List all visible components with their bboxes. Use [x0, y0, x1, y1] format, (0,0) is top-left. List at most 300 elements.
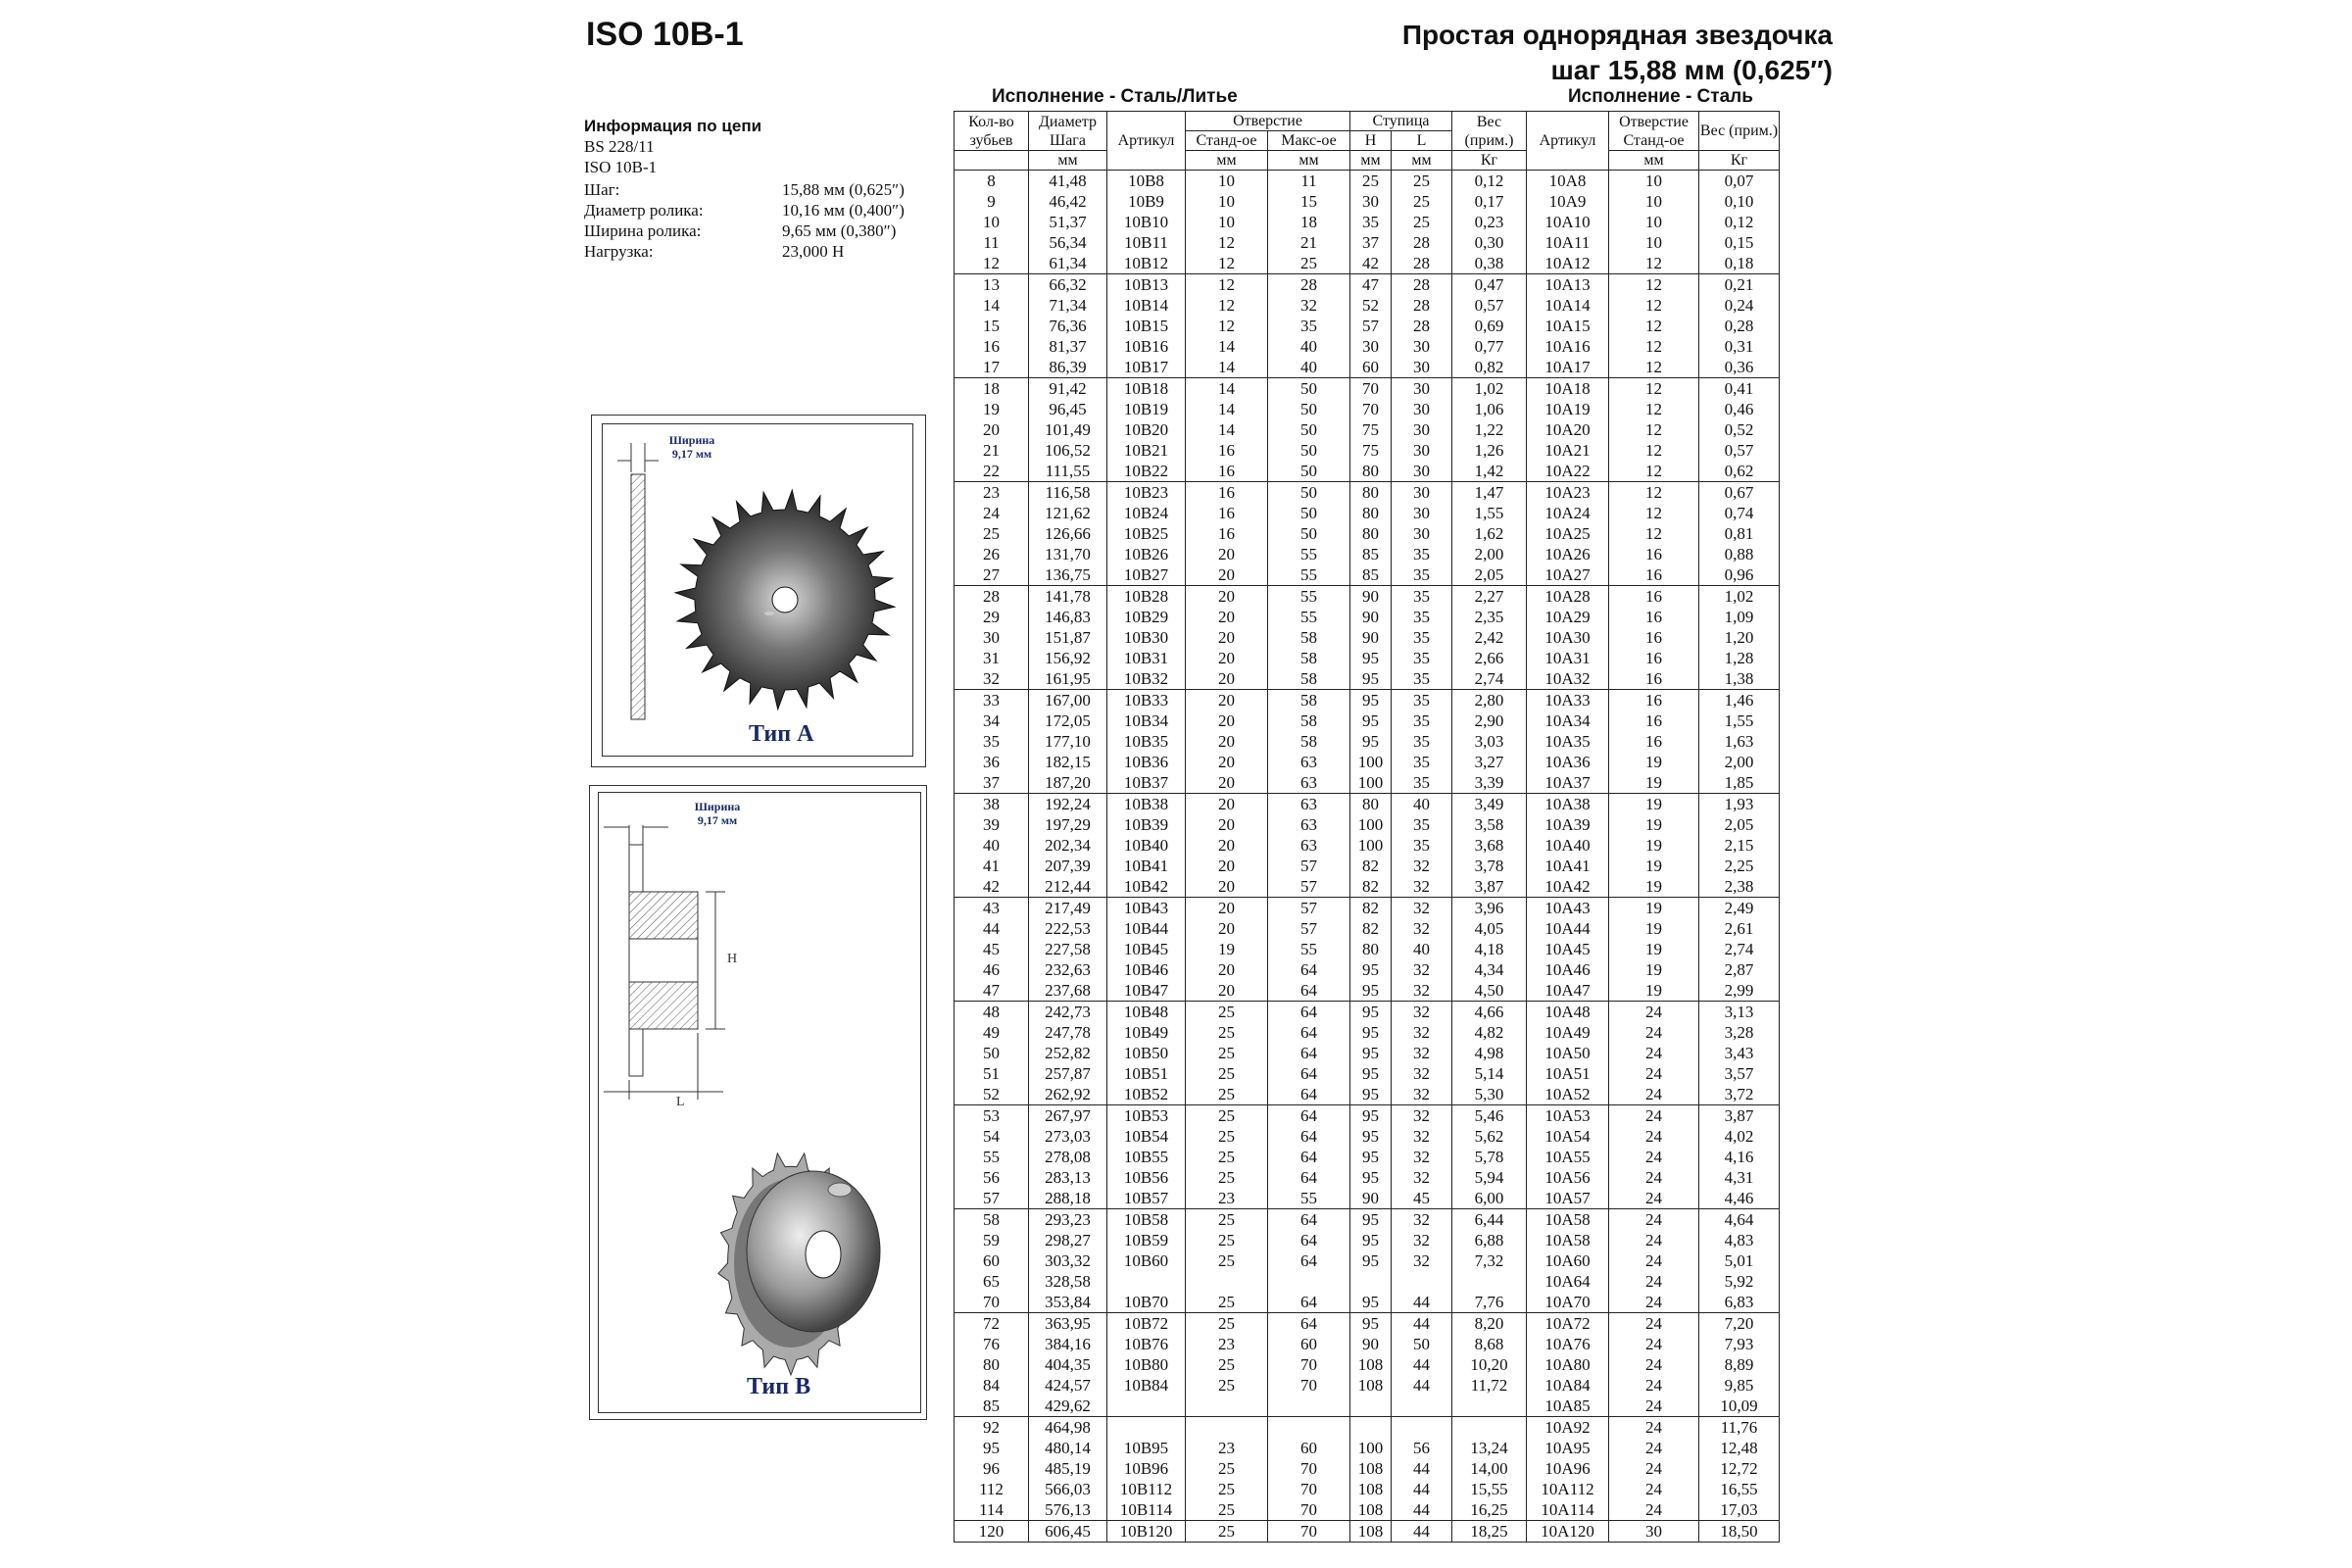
cell-hub-l [1392, 1417, 1452, 1439]
cell-article2: 10A44 [1527, 918, 1609, 939]
cell-pitch-dia: 566,03 [1029, 1479, 1107, 1499]
cell-bore2: 24 [1609, 1396, 1699, 1417]
cell-bore-std: 20 [1186, 668, 1268, 690]
cell-weight2: 5,01 [1699, 1250, 1780, 1271]
type-a-caption: Тип А [749, 721, 814, 747]
cell-bore2: 24 [1609, 1209, 1699, 1231]
cell-article [1107, 1271, 1186, 1292]
cell-article2: 10A114 [1527, 1499, 1609, 1521]
cell-hub-l: 35 [1392, 835, 1452, 856]
cell-article2: 10A55 [1527, 1147, 1609, 1167]
cell-pitch-dia: 136,75 [1029, 564, 1107, 586]
cell-hub-l: 28 [1392, 274, 1452, 296]
cell-bore-max: 50 [1268, 419, 1350, 440]
cell-pitch-dia: 76,36 [1029, 316, 1107, 336]
cell-weight2: 2,15 [1699, 835, 1780, 856]
cell-article: 10B41 [1107, 856, 1186, 876]
cell-article2: 10A56 [1527, 1167, 1609, 1188]
cell-teeth: 35 [955, 731, 1029, 752]
cell-hub-l: 56 [1392, 1438, 1452, 1458]
cell-hub-l: 32 [1392, 918, 1452, 939]
table-row [955, 731, 1780, 752]
cell-pitch-dia: 51,37 [1029, 212, 1107, 232]
cell-bore2: 24 [1609, 1126, 1699, 1147]
col-hub-l: L [1392, 131, 1452, 151]
cell-weight2: 1,85 [1699, 772, 1780, 794]
cell-article2: 10A92 [1527, 1417, 1609, 1439]
cell-article2: 10A8 [1527, 171, 1609, 192]
cell-article2: 10A95 [1527, 1438, 1609, 1458]
cell-bore-max: 64 [1268, 1209, 1350, 1231]
cell-teeth: 55 [955, 1147, 1029, 1167]
cell-teeth: 23 [955, 482, 1029, 504]
cell-bore-std: 20 [1186, 586, 1268, 608]
cell-weight: 2,27 [1452, 586, 1527, 608]
cell-hub-h: 108 [1350, 1499, 1392, 1521]
cell-hub-l: 25 [1392, 212, 1452, 232]
cell-hub-h: 108 [1350, 1458, 1392, 1479]
cell-bore-max: 58 [1268, 627, 1350, 648]
cell-bore2: 10 [1609, 191, 1699, 212]
cell-bore2: 30 [1609, 1521, 1699, 1543]
cell-weight2: 0,21 [1699, 274, 1780, 296]
cell-bore-std: 20 [1186, 627, 1268, 648]
cell-bore-max: 18 [1268, 212, 1350, 232]
cell-bore-max: 21 [1268, 232, 1350, 253]
cell-bore2: 19 [1609, 876, 1699, 898]
table-row [955, 461, 1780, 482]
cell-article2: 10A19 [1527, 399, 1609, 419]
cell-pitch-dia: 161,95 [1029, 668, 1107, 690]
cell-weight2: 7,93 [1699, 1334, 1780, 1354]
cell-pitch-dia: 384,16 [1029, 1334, 1107, 1354]
cell-hub-l: 44 [1392, 1354, 1452, 1375]
cell-article: 10B96 [1107, 1458, 1186, 1479]
table-row [955, 959, 1780, 980]
cell-article [1107, 1417, 1186, 1439]
product-title [1402, 18, 1833, 88]
cell-hub-l: 35 [1392, 690, 1452, 711]
cell-teeth: 8 [955, 171, 1029, 192]
cell-hub-l: 32 [1392, 1230, 1452, 1250]
col-article: Артикул [1107, 112, 1186, 171]
cell-article2: 10A39 [1527, 814, 1609, 835]
chain-param [584, 200, 905, 220]
cell-article: 10B60 [1107, 1250, 1186, 1271]
cell-bore-std: 25 [1186, 1313, 1268, 1335]
cell-weight2: 1,46 [1699, 690, 1780, 711]
cell-pitch-dia: 212,44 [1029, 876, 1107, 898]
cell-bore2: 12 [1609, 253, 1699, 274]
cell-weight2: 0,36 [1699, 357, 1780, 378]
cell-article2: 10A13 [1527, 274, 1609, 296]
table-row [955, 772, 1780, 794]
cell-pitch-dia: 126,66 [1029, 523, 1107, 544]
cell-hub-h: 95 [1350, 1209, 1392, 1231]
cell-teeth: 51 [955, 1063, 1029, 1084]
cell-pitch-dia: 182,15 [1029, 752, 1107, 772]
cell-weight: 4,98 [1452, 1043, 1527, 1063]
table-row [955, 710, 1780, 731]
table-row [955, 1084, 1780, 1105]
cell-hub-h: 80 [1350, 794, 1392, 815]
table-row [955, 648, 1780, 668]
cell-weight: 8,68 [1452, 1334, 1527, 1354]
cell-weight: 3,96 [1452, 898, 1527, 919]
cell-article: 10B32 [1107, 668, 1186, 690]
cell-bore-std: 23 [1186, 1438, 1268, 1458]
table-row [955, 316, 1780, 336]
cell-bore-max: 50 [1268, 503, 1350, 523]
cell-weight: 0,23 [1452, 212, 1527, 232]
cell-article: 10B15 [1107, 316, 1186, 336]
cell-weight [1452, 1396, 1527, 1417]
cell-hub-l: 28 [1392, 232, 1452, 253]
cell-bore-max: 70 [1268, 1375, 1350, 1396]
col-pitch-dia: Диаметр Шага [1029, 112, 1107, 151]
cell-bore2: 24 [1609, 1043, 1699, 1063]
table-row [955, 1188, 1780, 1209]
cell-hub-l: 30 [1392, 419, 1452, 440]
cell-article2: 10A15 [1527, 316, 1609, 336]
cell-teeth: 85 [955, 1396, 1029, 1417]
chain-param [584, 179, 905, 200]
cell-hub-h: 95 [1350, 959, 1392, 980]
cell-article: 10B48 [1107, 1002, 1186, 1023]
cell-bore-max [1268, 1271, 1350, 1292]
cell-hub-h: 57 [1350, 316, 1392, 336]
cell-article2: 10A16 [1527, 336, 1609, 357]
cell-bore2: 16 [1609, 544, 1699, 564]
cell-pitch-dia: 192,24 [1029, 794, 1107, 815]
cell-bore2: 19 [1609, 959, 1699, 980]
cell-article2: 10A57 [1527, 1188, 1609, 1209]
cell-hub-l [1392, 1396, 1452, 1417]
table-row [955, 232, 1780, 253]
type-b-l-label: L [676, 1095, 685, 1109]
cell-bore2: 19 [1609, 814, 1699, 835]
cell-weight: 5,30 [1452, 1084, 1527, 1105]
param-key: Ширина ролика: [584, 221, 702, 240]
cell-bore-std: 20 [1186, 918, 1268, 939]
cell-weight2: 2,05 [1699, 814, 1780, 835]
cell-weight2: 18,50 [1699, 1521, 1780, 1543]
cell-hub-h: 80 [1350, 523, 1392, 544]
type-b-caption: Тип В [747, 1374, 811, 1399]
cell-hub-l: 30 [1392, 378, 1452, 400]
cell-article2: 10A38 [1527, 794, 1609, 815]
cell-bore-std: 14 [1186, 336, 1268, 357]
cell-bore-max: 57 [1268, 856, 1350, 876]
table-row [955, 503, 1780, 523]
cell-hub-h: 100 [1350, 752, 1392, 772]
cell-weight2: 16,55 [1699, 1479, 1780, 1499]
cell-article [1107, 1396, 1186, 1417]
cell-article2: 10A47 [1527, 980, 1609, 1002]
cell-hub-l: 32 [1392, 1250, 1452, 1271]
cell-article: 10B40 [1107, 835, 1186, 856]
cell-bore-max: 11 [1268, 171, 1350, 192]
cell-weight: 15,55 [1452, 1479, 1527, 1499]
cell-pitch-dia: 131,70 [1029, 544, 1107, 564]
cell-article2: 10A23 [1527, 482, 1609, 504]
execution-steel-label: Исполнение - Сталь [1568, 86, 1753, 107]
cell-weight: 4,34 [1452, 959, 1527, 980]
cell-bore-max: 64 [1268, 1105, 1350, 1127]
cell-article2: 10A28 [1527, 586, 1609, 608]
cell-pitch-dia: 61,34 [1029, 253, 1107, 274]
cell-hub-l: 30 [1392, 357, 1452, 378]
cell-hub-l: 30 [1392, 336, 1452, 357]
type-b-h-label: H [727, 952, 738, 966]
cell-bore-std: 25 [1186, 1043, 1268, 1063]
cell-bore-max: 32 [1268, 295, 1350, 316]
cell-teeth: 114 [955, 1499, 1029, 1521]
cell-article: 10B49 [1107, 1022, 1186, 1043]
cell-article2: 10A22 [1527, 461, 1609, 482]
cell-bore2: 16 [1609, 627, 1699, 648]
cell-weight: 10,20 [1452, 1354, 1527, 1375]
table-row [955, 918, 1780, 939]
cell-bore-max: 58 [1268, 690, 1350, 711]
cell-hub-l: 32 [1392, 959, 1452, 980]
cell-weight: 0,57 [1452, 295, 1527, 316]
table-row [955, 1521, 1780, 1543]
cell-pitch-dia: 156,92 [1029, 648, 1107, 668]
cell-bore-max: 70 [1268, 1479, 1350, 1499]
cell-bore-std: 25 [1186, 1354, 1268, 1375]
cell-pitch-dia: 146,83 [1029, 607, 1107, 627]
cell-bore-max: 64 [1268, 959, 1350, 980]
cell-article: 10B47 [1107, 980, 1186, 1002]
cell-pitch-dia: 237,68 [1029, 980, 1107, 1002]
cell-teeth: 47 [955, 980, 1029, 1002]
cell-bore-max: 35 [1268, 316, 1350, 336]
unit-mm: мм [1350, 151, 1392, 171]
table-row [955, 544, 1780, 564]
cell-teeth: 72 [955, 1313, 1029, 1335]
cell-pitch-dia: 217,49 [1029, 898, 1107, 919]
cell-bore-std [1186, 1396, 1268, 1417]
cell-article: 10B120 [1107, 1521, 1186, 1543]
table-row [955, 212, 1780, 232]
cell-weight: 0,77 [1452, 336, 1527, 357]
table-row [955, 794, 1780, 815]
cell-hub-l: 28 [1392, 253, 1452, 274]
cell-bore2: 10 [1609, 212, 1699, 232]
cell-hub-h: 95 [1350, 731, 1392, 752]
cell-bore-std: 16 [1186, 482, 1268, 504]
cell-bore-std: 20 [1186, 959, 1268, 980]
cell-bore2: 19 [1609, 794, 1699, 815]
cell-weight: 5,46 [1452, 1105, 1527, 1127]
cell-teeth: 56 [955, 1167, 1029, 1188]
cell-bore-std: 25 [1186, 1084, 1268, 1105]
cell-teeth: 50 [955, 1043, 1029, 1063]
cell-bore-max: 64 [1268, 1022, 1350, 1043]
param-key: Диаметр ролика: [584, 201, 704, 220]
cell-weight2: 1,28 [1699, 648, 1780, 668]
cell-weight: 4,66 [1452, 1002, 1527, 1023]
cell-teeth: 20 [955, 419, 1029, 440]
cell-bore-std: 20 [1186, 814, 1268, 835]
cell-bore2: 19 [1609, 939, 1699, 959]
param-value: 10,16 мм (0,400″) [782, 201, 905, 220]
cell-weight: 4,05 [1452, 918, 1527, 939]
table-row [955, 1334, 1780, 1354]
cell-article2: 10A58 [1527, 1209, 1609, 1231]
cell-weight2: 0,88 [1699, 544, 1780, 564]
cell-hub-h: 95 [1350, 1022, 1392, 1043]
cell-article2: 10A30 [1527, 627, 1609, 648]
cell-weight: 0,69 [1452, 316, 1527, 336]
cell-weight: 3,87 [1452, 876, 1527, 898]
table-row [955, 627, 1780, 648]
table-row [955, 1417, 1780, 1439]
cell-bore2: 24 [1609, 1105, 1699, 1127]
cell-weight2: 0,18 [1699, 253, 1780, 274]
cell-weight: 8,20 [1452, 1313, 1527, 1335]
cell-hub-l: 32 [1392, 980, 1452, 1002]
cell-teeth: 38 [955, 794, 1029, 815]
cell-weight2: 17,03 [1699, 1499, 1780, 1521]
cell-pitch-dia: 606,45 [1029, 1521, 1107, 1543]
cell-bore-max: 15 [1268, 191, 1350, 212]
param-value: 15,88 мм (0,625″) [782, 180, 905, 199]
cell-weight: 14,00 [1452, 1458, 1527, 1479]
cell-hub-h: 108 [1350, 1479, 1392, 1499]
cell-hub-l: 30 [1392, 482, 1452, 504]
cell-article: 10B16 [1107, 336, 1186, 357]
cell-bore-max: 58 [1268, 710, 1350, 731]
cell-bore-std: 25 [1186, 1167, 1268, 1188]
unit-mm: мм [1392, 151, 1452, 171]
cell-pitch-dia: 86,39 [1029, 357, 1107, 378]
cell-article: 10B84 [1107, 1375, 1186, 1396]
cell-article2: 10A112 [1527, 1479, 1609, 1499]
cell-bore-std [1186, 1417, 1268, 1439]
cell-article: 10B33 [1107, 690, 1186, 711]
table-row [955, 980, 1780, 1002]
cell-bore-max: 50 [1268, 440, 1350, 461]
cell-article2: 10A43 [1527, 898, 1609, 919]
cell-bore-std: 25 [1186, 1292, 1268, 1313]
cell-teeth: 46 [955, 959, 1029, 980]
cell-weight2: 11,76 [1699, 1417, 1780, 1439]
cell-article: 10B9 [1107, 191, 1186, 212]
cell-weight: 1,47 [1452, 482, 1527, 504]
table-row [955, 668, 1780, 690]
cell-pitch-dia: 404,35 [1029, 1354, 1107, 1375]
cell-bore2: 16 [1609, 690, 1699, 711]
cell-article: 10B13 [1107, 274, 1186, 296]
cell-pitch-dia: 227,58 [1029, 939, 1107, 959]
cell-hub-h: 90 [1350, 1334, 1392, 1354]
cell-weight: 0,82 [1452, 357, 1527, 378]
table-row [955, 419, 1780, 440]
cell-bore-std: 25 [1186, 1105, 1268, 1127]
cell-article2: 10A42 [1527, 876, 1609, 898]
cell-bore2: 16 [1609, 564, 1699, 586]
cell-weight2: 1,38 [1699, 668, 1780, 690]
cell-hub-l: 44 [1392, 1375, 1452, 1396]
cell-weight2: 1,09 [1699, 607, 1780, 627]
cell-hub-h: 100 [1350, 1438, 1392, 1458]
table-row [955, 1063, 1780, 1084]
cell-article: 10B17 [1107, 357, 1186, 378]
cell-hub-l: 35 [1392, 648, 1452, 668]
cell-bore2: 24 [1609, 1167, 1699, 1188]
cell-teeth: 43 [955, 898, 1029, 919]
cell-bore2: 19 [1609, 898, 1699, 919]
cell-weight2: 0,62 [1699, 461, 1780, 482]
cell-weight2: 1,93 [1699, 794, 1780, 815]
cell-bore2: 24 [1609, 1250, 1699, 1271]
execution-cast-label: Исполнение - Сталь/Литье [992, 86, 1238, 107]
cell-hub-h: 90 [1350, 1188, 1392, 1209]
cell-article: 10B10 [1107, 212, 1186, 232]
cell-bore-max: 64 [1268, 1126, 1350, 1147]
table-row [955, 1126, 1780, 1147]
cell-bore-std: 10 [1186, 191, 1268, 212]
cell-weight2: 4,02 [1699, 1126, 1780, 1147]
cell-bore-std: 12 [1186, 295, 1268, 316]
cell-bore-std: 25 [1186, 1209, 1268, 1231]
cell-hub-l: 32 [1392, 1022, 1452, 1043]
cell-article2: 10A51 [1527, 1063, 1609, 1084]
cell-weight2: 3,57 [1699, 1063, 1780, 1084]
cell-article: 10B53 [1107, 1105, 1186, 1127]
cell-weight: 4,82 [1452, 1022, 1527, 1043]
cell-article2: 10A76 [1527, 1334, 1609, 1354]
cell-article: 10B12 [1107, 253, 1186, 274]
cell-teeth: 24 [955, 503, 1029, 523]
cell-bore2: 24 [1609, 1230, 1699, 1250]
cell-pitch-dia: 66,32 [1029, 274, 1107, 296]
cell-bore2: 24 [1609, 1063, 1699, 1084]
cell-weight2: 2,38 [1699, 876, 1780, 898]
table-row [955, 253, 1780, 274]
cell-weight2: 0,41 [1699, 378, 1780, 400]
cell-bore2: 24 [1609, 1271, 1699, 1292]
table-row [955, 378, 1780, 400]
cell-hub-l: 40 [1392, 939, 1452, 959]
cell-hub-l [1392, 1271, 1452, 1292]
cell-article: 10B55 [1107, 1147, 1186, 1167]
cell-hub-l: 44 [1392, 1313, 1452, 1335]
cell-article2: 10A60 [1527, 1250, 1609, 1271]
cell-teeth: 16 [955, 336, 1029, 357]
cell-hub-h: 82 [1350, 918, 1392, 939]
cell-weight: 13,24 [1452, 1438, 1527, 1458]
cell-weight2: 5,92 [1699, 1271, 1780, 1292]
cell-article: 10B46 [1107, 959, 1186, 980]
cell-pitch-dia: 576,13 [1029, 1499, 1107, 1521]
cell-hub-l: 32 [1392, 876, 1452, 898]
cell-hub-h: 95 [1350, 648, 1392, 668]
cell-article: 10B80 [1107, 1354, 1186, 1375]
cell-article: 10B59 [1107, 1230, 1186, 1250]
cell-teeth: 28 [955, 586, 1029, 608]
cell-bore-max: 64 [1268, 1002, 1350, 1023]
col-hub-h: H [1350, 131, 1392, 151]
cell-bore-max: 63 [1268, 752, 1350, 772]
cell-bore-std: 25 [1186, 1375, 1268, 1396]
cell-weight2: 1,20 [1699, 627, 1780, 648]
cell-article2: 10A18 [1527, 378, 1609, 400]
cell-bore2: 16 [1609, 710, 1699, 731]
cell-article2: 10A26 [1527, 544, 1609, 564]
